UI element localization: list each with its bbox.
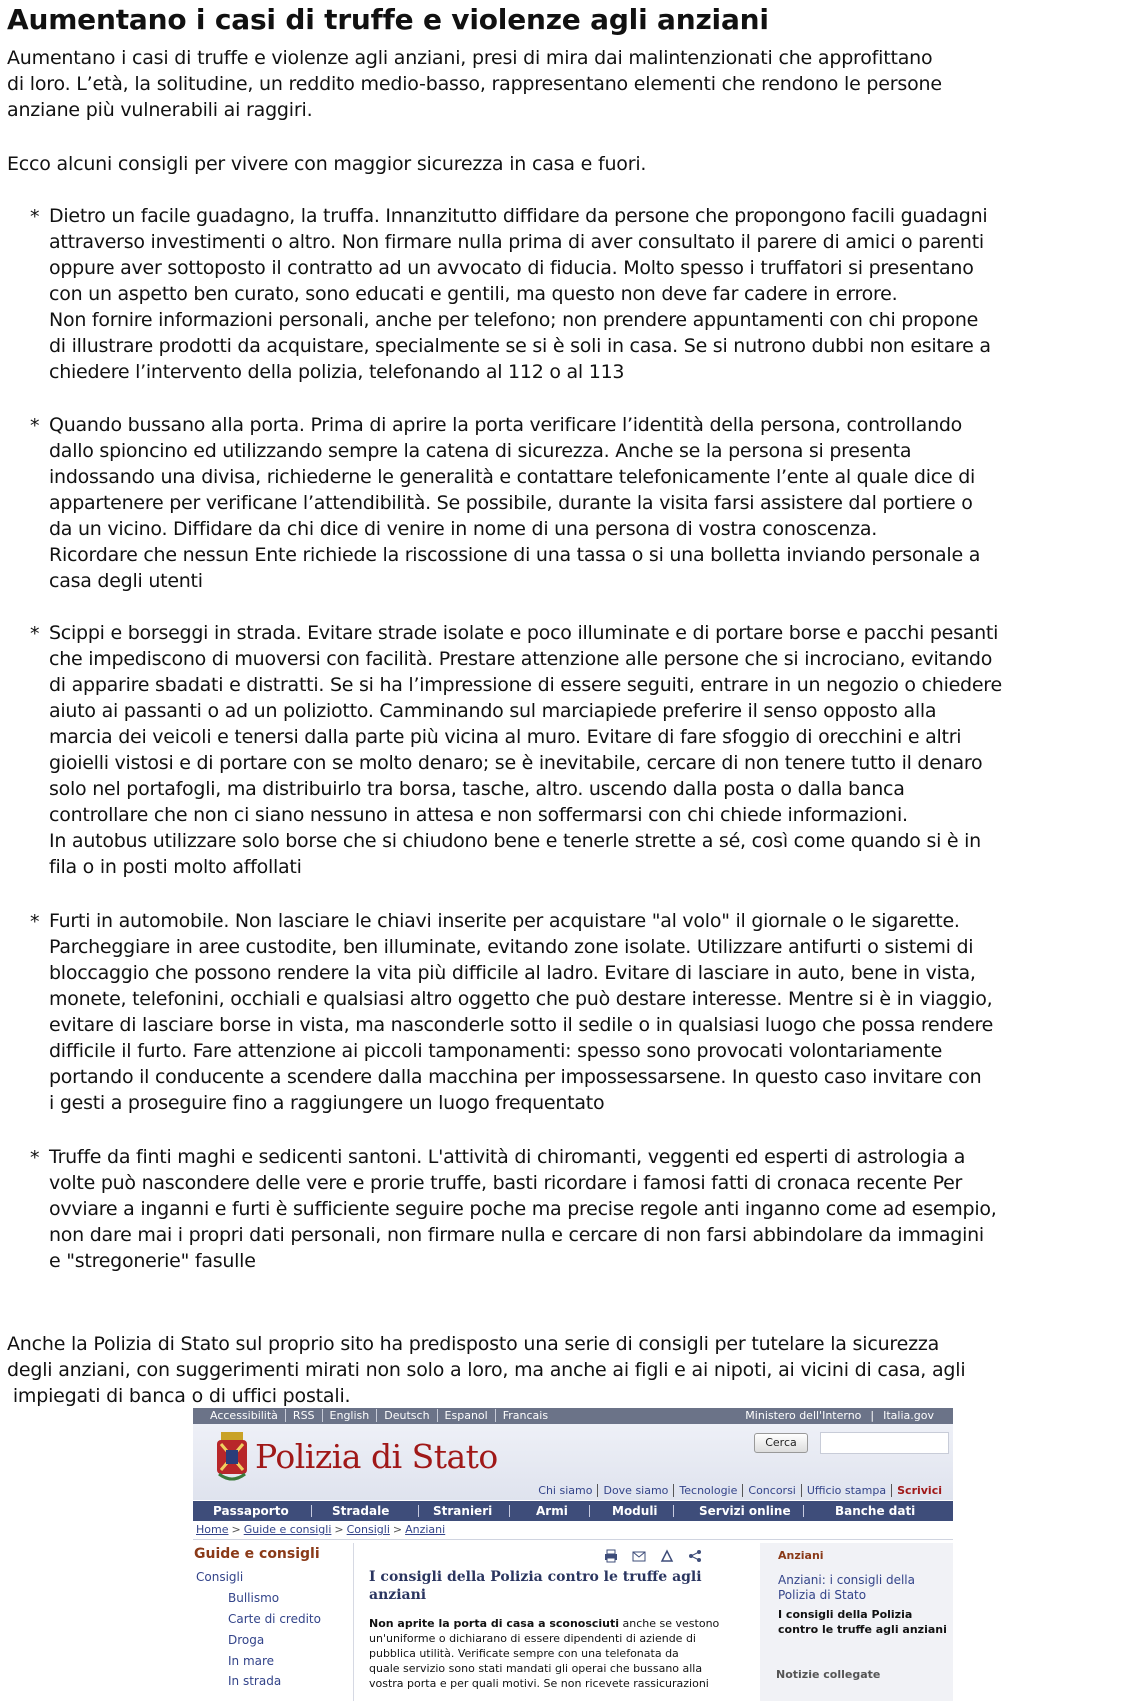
related-news-heading: Notizie collegate bbox=[776, 1668, 881, 1681]
utility-link[interactable]: Accessibilità bbox=[203, 1409, 286, 1422]
article-body bbox=[369, 1616, 759, 1691]
search-button[interactable]: Cerca bbox=[754, 1433, 808, 1453]
tip-line: attraverso investimenti o altro. Non firmare nulla prima di aver consultato il parere di amici o parenti bbox=[49, 231, 984, 253]
nav-separator bbox=[803, 1505, 804, 1517]
share-icon[interactable] bbox=[688, 1549, 702, 1563]
utility-link[interactable]: Ministero dell'Interno bbox=[745, 1409, 862, 1422]
police-emblem-icon bbox=[215, 1430, 249, 1484]
asterisk-bullet-icon: * bbox=[30, 911, 40, 933]
tip-line: Dietro un facile guadagno, la truffa. Innanzitutto diffidare da persone che propongono facili guadagni bbox=[49, 205, 988, 227]
intro-paragraph bbox=[7, 45, 1067, 123]
outro-paragraph bbox=[7, 1331, 1077, 1409]
tip-line: solo nel portafogli, ma distribuirlo tra borsa, tasche, altro. uscendo dalla posta o dalla banca bbox=[49, 778, 905, 800]
tip-line: Ricordare che nessun Ente richiede la riscossione di una tassa o si una bolletta inviando personale a bbox=[49, 544, 981, 566]
outro-line: degli anziani, con suggerimenti mirati non solo a loro, ma anche ai figli e ai nipoti, ai vicini di casa, agli bbox=[7, 1359, 966, 1381]
tip-line: non dare mai i propri dati personali, non firmare nulla e cercare di non farsi abbindolare da immagini bbox=[49, 1224, 984, 1246]
pdf-icon[interactable] bbox=[660, 1549, 674, 1563]
breadcrumb-link[interactable]: Anziani bbox=[405, 1523, 446, 1536]
nav-item[interactable]: Passaporto bbox=[213, 1504, 289, 1518]
tip-line: Non fornire informazioni personali, anche per telefono; non prendere appuntamenti con chi propone bbox=[49, 309, 979, 331]
tip-line: fila o in posti molto affollati bbox=[49, 856, 302, 878]
main-content bbox=[353, 1543, 761, 1701]
tip-line: evitare di lasciare borse in vista, ma nasconderle sotto il sedile o in qualsiasi luogo che possa rendere bbox=[49, 1014, 994, 1036]
nav-separator bbox=[311, 1505, 312, 1517]
search-input[interactable] bbox=[820, 1432, 949, 1454]
nav-separator bbox=[418, 1505, 419, 1517]
sidebar-item[interactable]: In strada bbox=[228, 1674, 282, 1688]
sidebar-item[interactable]: Bullismo bbox=[228, 1591, 280, 1605]
outro-line: impiegati di banca o di uffici postali. bbox=[7, 1385, 351, 1407]
article-text: vostra porta e per quali motivi. Se non ricevete rassicurazioni bbox=[369, 1677, 709, 1690]
nav-item[interactable]: Servizi online bbox=[699, 1504, 791, 1518]
tip-line: portando il conducente a scendere dalla macchina per impossessarsene. In questo caso invitare con bbox=[49, 1066, 982, 1088]
tip-line: oppure aver sottoposto il contratto ad un avvocato di fiducia. Molto spesso i truffatori si presentano bbox=[49, 257, 974, 279]
article-bold-text: Non aprite la porta di casa a sconosciuti bbox=[369, 1617, 620, 1630]
tip-line: monete, telefonini, occhiali e qualsiasi altro oggetto che può destare interesse. Mentre si è in viaggio, bbox=[49, 988, 993, 1010]
tip-item bbox=[30, 203, 1129, 385]
breadcrumb-link[interactable]: Home bbox=[196, 1523, 229, 1536]
related-link[interactable]: Anziani: i consigli della Polizia di Stato bbox=[778, 1573, 915, 1602]
nav-separator bbox=[509, 1505, 510, 1517]
nav-item[interactable]: Moduli bbox=[612, 1504, 658, 1518]
tip-line: Scippi e borseggi in strada. Evitare strade isolate e poco illuminate e di portare borse e pacchi pesanti bbox=[49, 622, 999, 644]
email-icon[interactable] bbox=[632, 1549, 646, 1563]
tip-line: dallo spioncino ed utilizzando sempre la catena di sicurezza. Anche se la persona si presenta bbox=[49, 440, 912, 462]
tip-line: di apparire sbadati e distratti. Se si ha l’impressione di essere seguiti, entrare in un negozio o chiedere bbox=[49, 674, 1002, 696]
right-sidebar bbox=[760, 1543, 953, 1701]
article-text: un'uniforme o dichiarano di essere dipendenti di aziende di bbox=[369, 1632, 696, 1645]
utility-link[interactable]: RSS bbox=[286, 1409, 323, 1422]
article-heading: I consigli della Polizia contro le truffe agli anziani bbox=[369, 1569, 702, 1603]
tip-line: casa degli utenti bbox=[49, 570, 203, 592]
tip-line: e "stregonerie" fasulle bbox=[49, 1250, 256, 1272]
breadcrumb-divider bbox=[193, 1539, 953, 1540]
tip-line: appartenere per verificane l’attendibilità. Se possibile, durante la visita farsi assistere dal portiere o bbox=[49, 492, 973, 514]
utility-link[interactable]: Francais bbox=[502, 1409, 549, 1422]
tip-line: bloccaggio che possono rendere la vita più difficile al ladro. Evitare di lasciare in auto, bene in vista, bbox=[49, 962, 976, 984]
polizia-website-screenshot bbox=[193, 1408, 953, 1701]
tip-line: che impediscono di muoversi con facilità. Prestare attenzione alle persone che si incrociano, evitando bbox=[49, 648, 993, 670]
sidebar-item[interactable]: Droga bbox=[228, 1633, 265, 1647]
breadcrumb: Home > Guide e consigli > Consigli > Anziani bbox=[196, 1523, 446, 1536]
nav-item[interactable]: Stradale bbox=[332, 1504, 390, 1518]
asterisk-bullet-icon: * bbox=[30, 1147, 40, 1169]
nav-item[interactable]: Stranieri bbox=[433, 1504, 493, 1518]
tip-line: da un vicino. Diffidare da chi dice di venire in nome di una persona di vostra conoscenza. bbox=[49, 518, 878, 540]
tip-line: di illustrare prodotti da acquistare, specialmente se si è soli in casa. Se si nutrono dubbi non esitare a bbox=[49, 335, 991, 357]
asterisk-bullet-icon: * bbox=[30, 623, 40, 645]
tip-item bbox=[30, 1144, 1129, 1274]
tip-line: controllare che non ci siano nessuno in attesa e non soffermarsi con chi chiede informazioni. bbox=[49, 804, 908, 826]
tip-line: gioielli vistosi e di portare con se molto denaro; se è inevitabile, cercare di non tenere tutto il denaro bbox=[49, 752, 983, 774]
main-nav bbox=[193, 1501, 953, 1521]
utility-link[interactable]: Espanol bbox=[438, 1409, 496, 1422]
current-page-item: I consigli della Polizia contro le truffe agli anziani bbox=[778, 1608, 947, 1636]
site-brand[interactable]: Polizia di Stato bbox=[255, 1437, 498, 1476]
intro-line: di loro. L’età, la solitudine, un reddito medio-basso, rappresentano elementi che rendono le persone bbox=[7, 73, 942, 95]
article-text: pubblica utilità. Verificate sempre con una telefonata da bbox=[369, 1647, 679, 1660]
utility-bar: Accessibilità RSS English Deutsch Espanol Francais Ministero dell'Interno | Italia.gov bbox=[193, 1408, 953, 1424]
tip-line: Furti in automobile. Non lasciare le chiavi inserite per acquistare "al volo" il giornale o le sigarette. bbox=[49, 910, 960, 932]
lead-paragraph: Ecco alcuni consigli per vivere con maggior sicurezza in casa e fuori. bbox=[7, 153, 647, 175]
tip-line: ovviare a inganni e furti è sufficiente seguire poche ma precise regole anti inganno come ad esempio, bbox=[49, 1198, 997, 1220]
tip-line: Parcheggiare in aree custodite, ben illuminate, evitando zone isolate. Utilizzare antifurti o sistemi di bbox=[49, 936, 974, 958]
tip-item bbox=[30, 620, 1129, 880]
tip-line: i gesti a proseguire fino a raggiungere un luogo frequentato bbox=[49, 1092, 605, 1114]
tip-line: In autobus utilizzare solo borse che si chiudono bene e tenerle strette a sé, così come quando si è in bbox=[49, 830, 981, 852]
article-text: anche se vestono bbox=[619, 1617, 720, 1630]
outro-line: Anche la Polizia di Stato sul proprio sito ha predisposto una serie di consigli per tutelare la sicurezza bbox=[7, 1333, 940, 1355]
sidebar-heading: Guide e consigli bbox=[194, 1546, 320, 1562]
article-text: quale servizio sono stati mandati gli operai che bussano alla bbox=[369, 1662, 703, 1675]
utility-link[interactable]: English bbox=[323, 1409, 378, 1422]
tip-line: Quando bussano alla porta. Prima di aprire la porta verificare l’identità della persona, controllando bbox=[49, 414, 963, 436]
site-header bbox=[193, 1424, 953, 1500]
top-links bbox=[533, 1484, 947, 1497]
utility-link[interactable]: Italia.gov bbox=[883, 1409, 934, 1422]
intro-line: anziane più vulnerabili ai raggiri. bbox=[7, 99, 313, 121]
tip-line: indossando una divisa, richiederne le generalità e contattare telefonicamente l’ente al quale dice di bbox=[49, 466, 976, 488]
print-icon[interactable] bbox=[604, 1549, 618, 1563]
tip-line: Truffe da finti maghi e sedicenti santoni. L'attività di chiromanti, veggenti ed esperti di astrologia a bbox=[49, 1146, 966, 1168]
right-heading: Anziani bbox=[778, 1549, 824, 1562]
left-sidebar bbox=[193, 1546, 353, 1701]
tip-line: chiedere l’intervento della polizia, telefonando al 112 o al 113 bbox=[49, 361, 625, 383]
breadcrumb-link[interactable]: Guide e consigli bbox=[243, 1523, 332, 1536]
nav-item[interactable]: Armi bbox=[536, 1504, 568, 1518]
asterisk-bullet-icon: * bbox=[30, 415, 40, 437]
intro-line: Aumentano i casi di truffe e violenze agli anziani, presi di mira dai malintenzionati che approfittano bbox=[7, 47, 933, 69]
breadcrumb-link[interactable]: Consigli bbox=[346, 1523, 390, 1536]
asterisk-bullet-icon: * bbox=[30, 206, 40, 228]
top-link[interactable]: Tecnologie bbox=[674, 1484, 743, 1497]
top-link[interactable]: Dove siamo bbox=[598, 1484, 674, 1497]
tip-line: volte può nascondere delle vere e prorie truffe, basti ricordare i famosi fatti di cronaca recente Per bbox=[49, 1172, 963, 1194]
tip-line: marcia dei veicoli e tenersi dalla parte più vicina al muro. Evitare di fare sfoggio di orecchini e altri bbox=[49, 726, 962, 748]
tip-line: difficile il furto. Fare attenzione ai piccoli tamponamenti: spesso sono provocati volontariamente bbox=[49, 1040, 943, 1062]
top-link[interactable]: Concorsi bbox=[743, 1484, 801, 1497]
tip-item bbox=[30, 412, 1129, 594]
top-link[interactable]: Scrivici bbox=[897, 1484, 942, 1497]
tip-item bbox=[30, 908, 1129, 1116]
tip-line: aiuto ai passanti o ad un poliziotto. Camminando sul marciapiede preferire il senso opposto alla bbox=[49, 700, 937, 722]
sidebar-category[interactable]: Consigli bbox=[196, 1570, 244, 1584]
nav-separator bbox=[589, 1505, 590, 1517]
tip-line: con un aspetto ben curato, sono educati e gentili, ma questo non deve far cadere in errore. bbox=[49, 283, 898, 305]
nav-item[interactable]: Banche dati bbox=[835, 1504, 916, 1518]
sidebar-item[interactable]: In mare bbox=[228, 1654, 275, 1668]
top-link[interactable]: Chi siamo bbox=[533, 1484, 598, 1497]
utility-link[interactable]: Deutsch bbox=[377, 1409, 437, 1422]
sidebar-item[interactable]: Carte di credito bbox=[228, 1612, 321, 1626]
article-title: Aumentano i casi di truffe e violenze agli anziani bbox=[7, 3, 769, 36]
top-link[interactable]: Ufficio stampa bbox=[802, 1484, 892, 1497]
nav-separator bbox=[673, 1505, 674, 1517]
